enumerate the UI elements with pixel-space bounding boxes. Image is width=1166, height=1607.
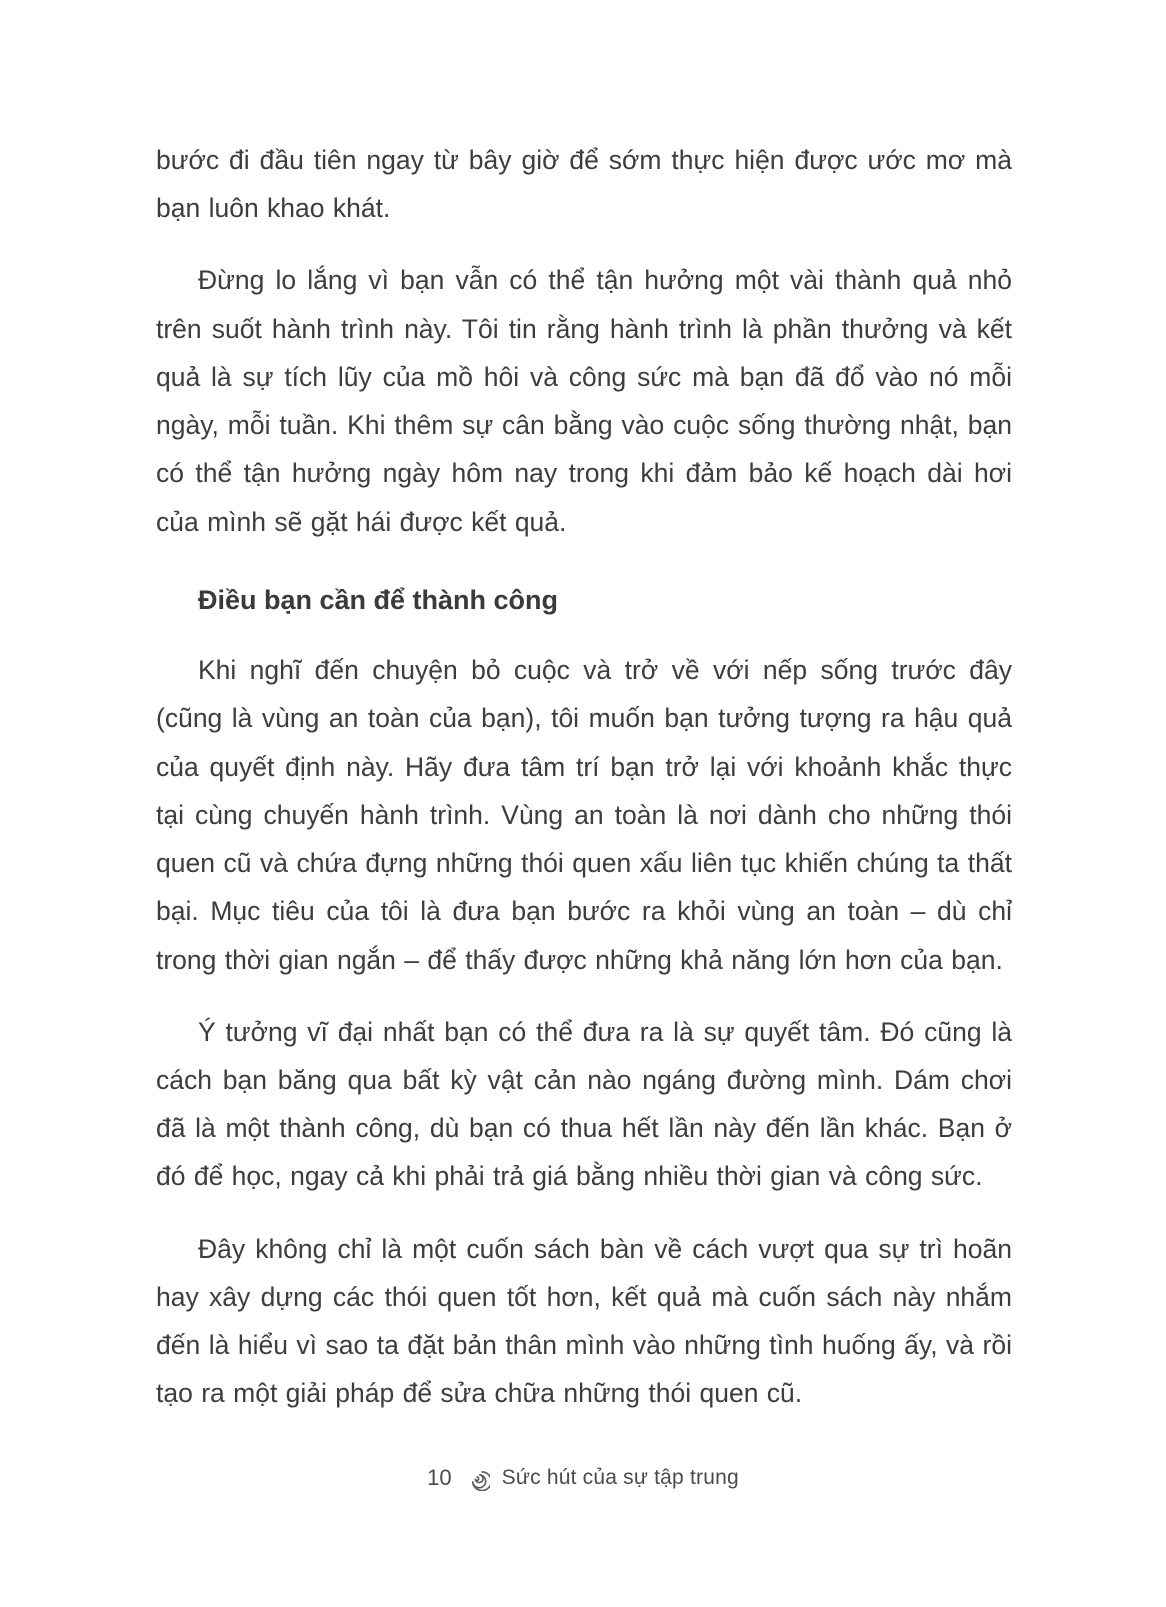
footer-book-title: Sức hút của sự tập trung [501, 1466, 739, 1489]
paragraph: Đây không chỉ là một cuốn sách bàn về cách vượt qua sự trì hoãn hay xây dựng các thói quen tốt hơn, kết quả mà cuốn sách này nhắm đến là hiểu vì sao ta đặt bản thân mình vào những tình huống ấy, và rồi tạo ra một giải pháp để sửa chữa những thói quen cũ. [156, 1233, 1012, 1409]
paragraph: Khi nghĩ đến chuyện bỏ cuộc và trở về với nếp sống trước đây (cũng là vùng an toàn của bạn), tôi muốn bạn tưởng tượng ra hậu quả của quyết định này. Hãy đưa tâm trí bạn trở lại với khoảnh khắc thực tại cùng chuyến hành trình. Vùng an toàn là nơi dành cho những thói quen cũ và chứa đựng những thói quen xấu liên tục khiến chúng ta thất bại. Mục tiêu của tôi là đưa bạn bước ra khỏi vùng an toàn – dù chỉ trong thời gian ngắn – để thấy được những khả năng lớn hơn của bạn. [156, 655, 1012, 975]
paragraph: Ý tưởng vĩ đại nhất bạn có thể đưa ra là sự quyết tâm. Đó cũng là cách bạn băng qua bất kỳ vật cản nào ngáng đường mình. Dám chơi đã là một thành công, dù bạn có thua hết lần này đến lần khác. Bạn ở đó để học, ngay cả khi phải trả giá bằng nhiều thời gian và công sức. [156, 1016, 1012, 1192]
paragraph: Đừng lo lắng vì bạn vẫn có thể tận hưởng một vài thành quả nhỏ trên suốt hành trình này. Tôi tin rằng hành trình là phần thưởng và kết quả là sự tích lũy của mồ hôi và công sức mà bạn đã đổ vào nó mỗi ngày, mỗi tuần. Khi thêm sự cân bằng vào cuộc sống thường nhật, bạn có thể tận hưởng ngày hôm nay trong khi đảm bảo kế hoạch dài hơi của mình sẽ gặt hái được kết quả. [156, 265, 1012, 537]
page-footer [0, 1465, 1166, 1491]
paragraph-continuation: bước đi đầu tiên ngay từ bây giờ để sớm thực hiện được ước mơ mà bạn luôn khao khát. [156, 145, 1012, 224]
book-page-content [156, 136, 1012, 1442]
section-heading: Điều bạn cần để thành công [198, 584, 559, 615]
page-number: 10 [427, 1465, 452, 1490]
spiral-icon [464, 1465, 490, 1491]
